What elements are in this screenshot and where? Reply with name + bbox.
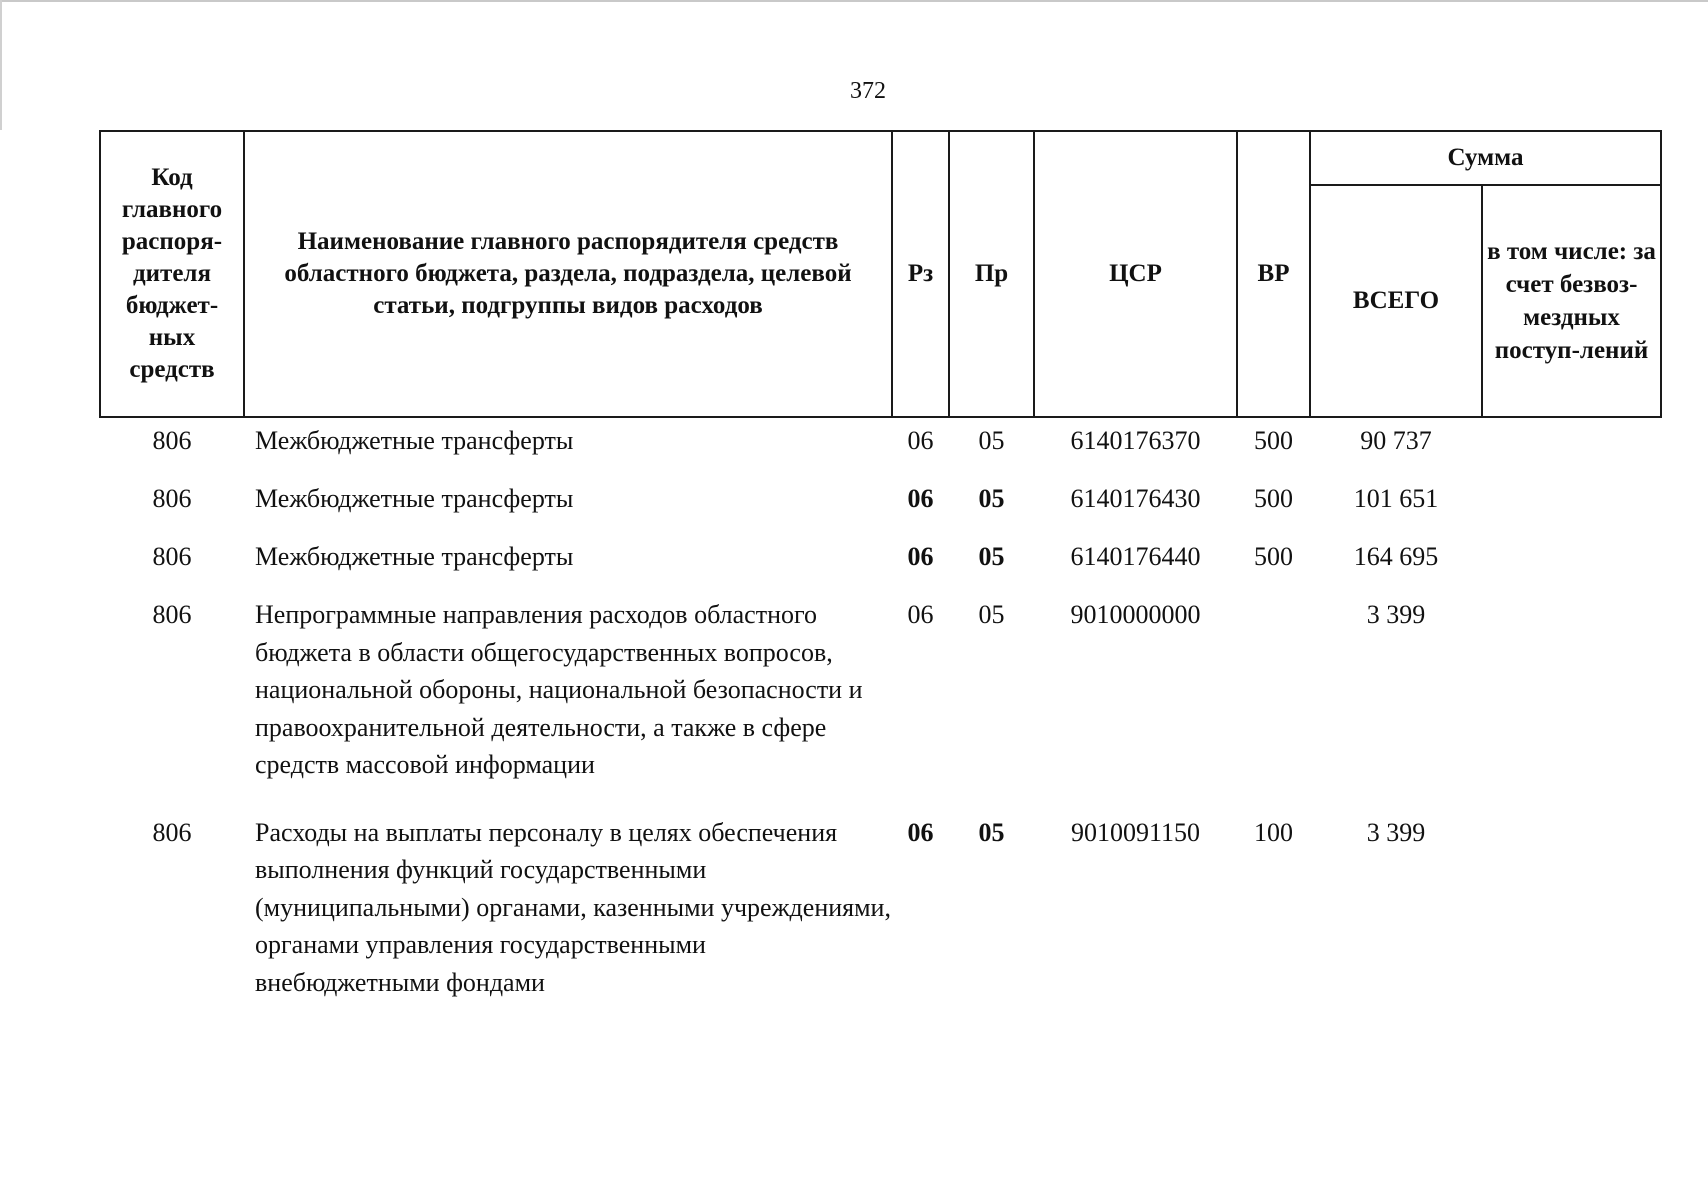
cell-total: 101 651 [1353, 484, 1439, 513]
cell-vr [1237, 592, 1310, 810]
cell-pr: 05 [978, 600, 1005, 629]
cell-pr: 05 [978, 542, 1005, 571]
cell-csr: 6140176440 [1070, 542, 1201, 571]
cell-name: Межбюджетные трансферты [255, 426, 574, 455]
page-number: 372 [850, 78, 886, 104]
header-sum: Сумма [1310, 131, 1661, 185]
header-rz: Рз [892, 131, 949, 417]
cell-code: 806 [152, 426, 192, 455]
cell-total: 90 737 [1360, 426, 1432, 455]
table-row [100, 417, 1661, 476]
cell-free-receipts [1482, 534, 1661, 592]
cell-pr: 05 [978, 484, 1005, 513]
table-row [100, 534, 1661, 592]
cell-code: 806 [152, 542, 192, 571]
cell-name: Межбюджетные трансферты [255, 542, 574, 571]
cell-rz: 06 [907, 817, 934, 847]
scan-edge-top [0, 0, 1708, 2]
cell-rz: 06 [907, 542, 934, 571]
table-row [100, 476, 1661, 534]
budget-table [99, 130, 1662, 1027]
table-row [100, 810, 1661, 1028]
table-row [100, 592, 1661, 810]
cell-name: Расходы на выплаты персоналу в целях обеспечения выполнения функций государственными (муниципальными) органами, казенными учреждениями, органами управления государственными внебюджетными фондами [255, 817, 891, 997]
cell-free-receipts [1482, 417, 1661, 476]
cell-free-receipts [1482, 592, 1661, 810]
cell-code: 806 [152, 817, 192, 847]
table-header [100, 131, 1661, 417]
header-pr: Пр [949, 131, 1034, 417]
cell-csr: 9010091150 [1070, 817, 1201, 847]
table-body [100, 417, 1661, 1027]
header-total: ВСЕГО [1310, 185, 1482, 417]
cell-pr: 05 [978, 817, 1005, 847]
cell-code: 806 [152, 484, 192, 513]
cell-code: 806 [152, 600, 192, 629]
cell-free-receipts [1482, 476, 1661, 534]
cell-rz: 06 [907, 600, 934, 629]
header-csr: ЦСР [1034, 131, 1237, 417]
cell-total: 3 399 [1366, 600, 1426, 629]
cell-name: Непрограммные направления расходов областного бюджета в области общегосударственных вопросов, национальной обороны, национальной безопасности и правоохранительной деятельности, а также в сфере средств массовой информации [255, 600, 863, 779]
cell-csr: 6140176430 [1070, 484, 1201, 513]
header-code: Код главного распоря-дителя бюджет-ных средств [100, 131, 244, 417]
cell-rz: 06 [907, 484, 934, 513]
cell-rz: 06 [907, 426, 934, 455]
cell-total: 164 695 [1353, 542, 1439, 571]
header-vr: ВР [1237, 131, 1310, 417]
cell-vr: 100 [1254, 817, 1293, 847]
cell-vr: 500 [1254, 484, 1293, 513]
cell-free-receipts [1482, 810, 1661, 1028]
cell-name: Межбюджетные трансферты [255, 484, 574, 513]
cell-csr: 6140176370 [1070, 426, 1201, 455]
header-name: Наименование главного распорядителя средств областного бюджета, раздела, подраздела, целевой статьи, подгруппы видов расходов [244, 131, 892, 417]
budget-table-container [99, 130, 1660, 1027]
cell-vr: 500 [1254, 542, 1293, 571]
cell-vr: 500 [1254, 426, 1293, 455]
header-free-receipts: в том числе: за счет безвоз-мездных поступ-лений [1482, 185, 1661, 417]
cell-total: 3 399 [1366, 817, 1426, 847]
cell-csr: 9010000000 [1070, 600, 1201, 629]
scan-edge-left [0, 0, 2, 130]
cell-pr: 05 [978, 426, 1005, 455]
